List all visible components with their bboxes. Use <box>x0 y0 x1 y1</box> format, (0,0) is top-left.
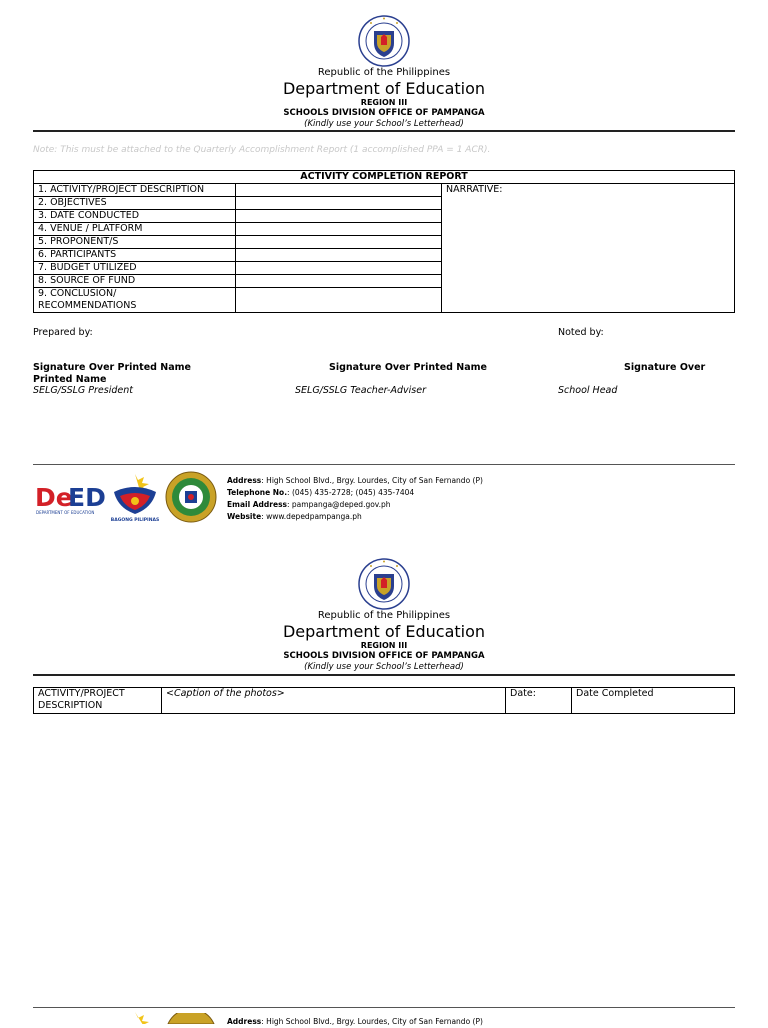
activity-label-line: DESCRIPTION <box>38 700 103 711</box>
division-line: SCHOOLS DIVISION OFFICE OF PAMPANGA <box>283 651 485 661</box>
photo-documentation-table <box>33 687 735 714</box>
row-label: 4. VENUE / PLATFORM <box>34 223 236 236</box>
website-value[interactable]: : www.depedpampanga.ph <box>261 512 362 521</box>
footer-contact <box>227 1016 483 1028</box>
telephone-value: : (045) 435-2728; (045) 435-7404 <box>287 488 415 497</box>
deped-seal-icon <box>358 558 410 610</box>
region-line: REGION III <box>360 98 408 107</box>
row-label: 2. OBJECTIVES <box>34 197 236 210</box>
role-teacher-adviser: SELG/SSLG Teacher-Adviser <box>295 385 426 396</box>
footer-address <box>227 1016 483 1028</box>
telephone-label: Telephone No. <box>227 488 288 497</box>
department-title: Department of Education <box>282 622 486 641</box>
svg-text:ED: ED <box>68 483 106 512</box>
signature-label: Signature Over Printed Name <box>329 362 487 373</box>
role-school-head: School Head <box>558 385 618 396</box>
website-label: Website <box>227 512 262 521</box>
signature-label-continued: Printed Name <box>33 374 107 385</box>
address-value: : High School Blvd., Brgy. Lourdes, City of San Fernando (P) <box>261 1017 483 1026</box>
deped-logo-sub: DEPARTMENT OF EDUCATION <box>36 510 95 515</box>
row-label-line: RECOMMENDATIONS <box>38 300 137 311</box>
region-line: REGION III <box>360 641 408 650</box>
row-label: 3. DATE CONDUCTED <box>34 210 236 223</box>
signature-label: Signature Over Printed Name <box>33 362 191 373</box>
bagong-pilipinas-logo-icon <box>106 1012 164 1024</box>
sdo-pampanga-seal-icon <box>165 1013 217 1024</box>
attachment-note: Note: This must be attached to the Quarterly Accomplishment Report (1 accomplished PPA = 1 ACR). <box>33 145 491 155</box>
row-label: 5. PROPONENT/S <box>34 236 236 249</box>
caption-cell[interactable]: <Caption of the photos> <box>162 688 506 714</box>
row-label: 1. ACTIVITY/PROJECT DESCRIPTION <box>34 184 236 197</box>
role-selg-president: SELG/SSLG President <box>33 385 133 396</box>
signature-label: Signature Over <box>624 362 706 373</box>
address-label: Address <box>227 1017 262 1026</box>
narrative-cell[interactable]: NARRATIVE: <box>442 184 735 313</box>
address-label: Address <box>227 476 262 485</box>
prepared-by-label: Prepared by: <box>33 327 93 338</box>
division-line: SCHOOLS DIVISION OFFICE OF PAMPANGA <box>283 108 485 118</box>
row-label-line: 9. CONCLUSION/ <box>38 288 117 299</box>
noted-by-label: Noted by: <box>558 327 604 338</box>
date-label-cell: Date: <box>506 688 572 714</box>
report-title: ACTIVITY COMPLETION REPORT <box>34 171 735 184</box>
svg-text:De: De <box>35 483 73 512</box>
republic-line: Republic of the Philippines <box>317 610 451 621</box>
letterhead-note: (Kindly use your School’s Letterhead) <box>304 662 464 672</box>
row-label: 8. SOURCE OF FUND <box>34 275 236 288</box>
bagong-pilipinas-text: BAGONG PILIPINAS <box>110 518 160 523</box>
row-label: 7. BUDGET UTILIZED <box>34 262 236 275</box>
letterhead-note: (Kindly use your School’s Letterhead) <box>304 119 464 129</box>
email-value[interactable]: : pampanga@deped.gov.ph <box>287 500 391 509</box>
address-value: : High School Blvd., Brgy. Lourdes, City of San Fernando (P) <box>261 476 483 485</box>
row-label: 6. PARTICIPANTS <box>34 249 236 262</box>
republic-line: Republic of the Philippines <box>317 67 451 78</box>
email-label: Email Address <box>227 500 288 509</box>
footer-divider <box>33 1007 735 1008</box>
header-divider <box>33 674 735 676</box>
activity-label-cell <box>34 688 162 714</box>
activity-label-line: ACTIVITY/PROJECT <box>38 688 125 699</box>
department-title: Department of Education <box>282 79 486 98</box>
date-value-cell[interactable]: Date Completed <box>572 688 735 714</box>
